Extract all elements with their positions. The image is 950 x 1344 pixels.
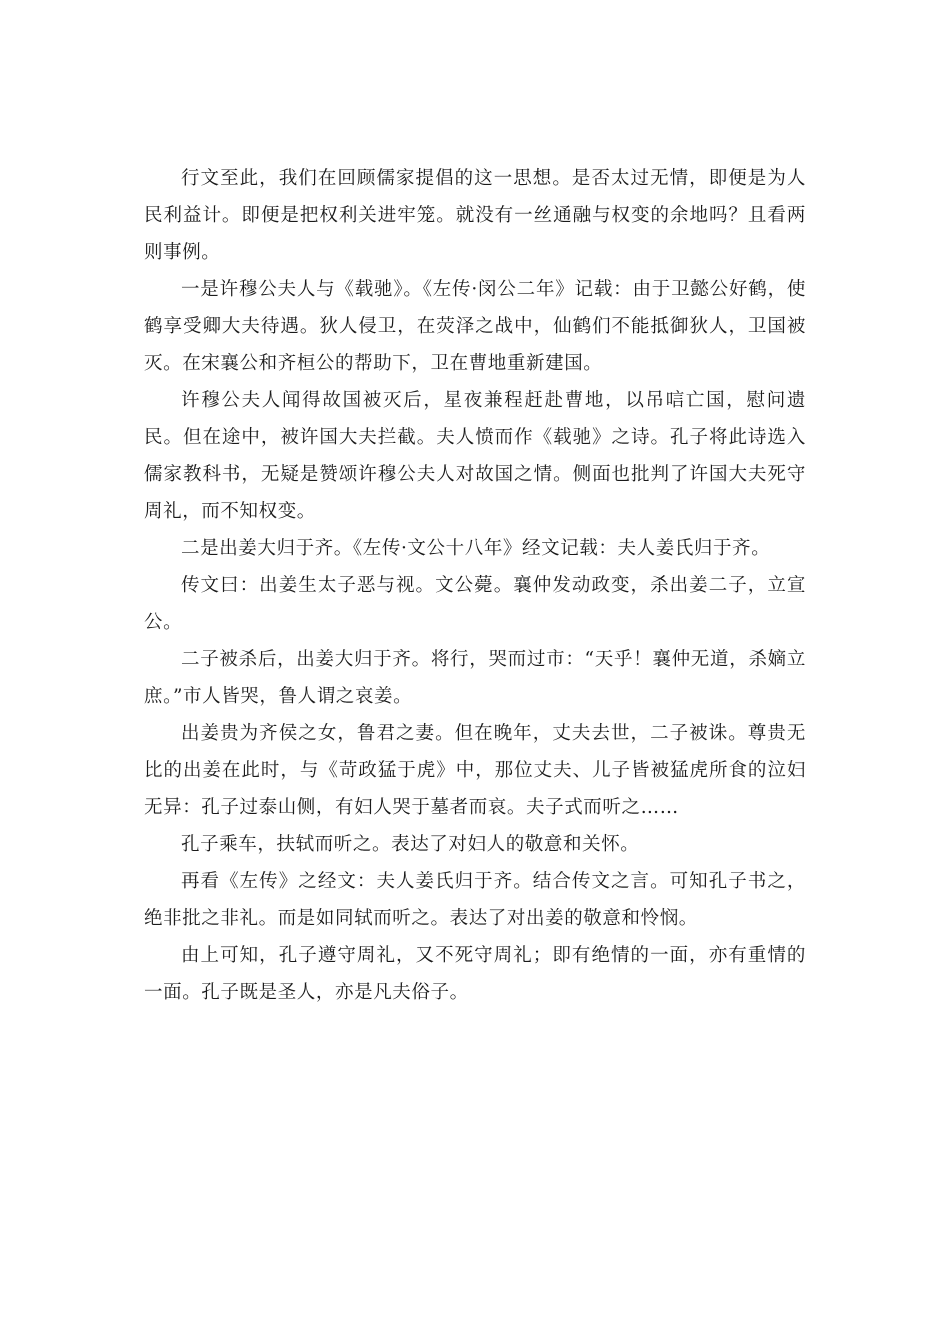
paragraph: 一是许穆公夫人与《载驰》。《左传·闵公二年》记载：由于卫懿公好鹤，使鹤享受卿大夫待遇。狄人侵卫，在荧泽之战中，仙鹤们不能抵御狄人，卫国被灭。在宋襄公和齐桓公的帮助下，卫在曹地重新建国。 xyxy=(144,279,806,374)
document-body xyxy=(144,160,806,1011)
paragraph: 传文曰：出姜生太子恶与视。文公薨。襄仲发动政变，杀出姜二子，立宣公。 xyxy=(144,575,806,633)
paragraph: 再看《左传》之经文：夫人姜氏归于齐。结合传文之言。可知孔子书之，绝非批之非礼。而是如同轼而听之。表达了对出姜的敬意和怜悯。 xyxy=(144,871,806,929)
paragraph: 行文至此，我们在回顾儒家提倡的这一思想。是否太过无情，即便是为人民利益计。即便是把权利关进牢笼。就没有一丝通融与权变的余地吗？且看两则事例。 xyxy=(144,168,806,263)
paragraph: 许穆公夫人闻得故国被灭后，星夜兼程赶赴曹地，以吊唁亡国，慰问遗民。但在途中，被许国大夫拦截。夫人愤而作《载驰》之诗。孔子将此诗选入儒家教科书，无疑是赞颂许穆公夫人对故国之情。侧面也批判了许国大夫死守周礼，而不知权变。 xyxy=(144,390,806,522)
paragraph: 出姜贵为齐侯之女，鲁君之妻。但在晚年，丈夫去世，二子被诛。尊贵无比的出姜在此时，与《苛政猛于虎》中，那位丈夫、儿子皆被猛虎所食的泣妇无异：孔子过泰山侧，有妇人哭于墓者而哀。夫子式而听之…… xyxy=(144,723,806,818)
paragraph: 二是出姜大归于齐。《左传·文公十八年》经文记载：夫人姜氏归于齐。 xyxy=(181,538,771,559)
paragraph: 孔子乘车，扶轼而听之。表达了对妇人的敬意和关怀。 xyxy=(181,834,640,855)
paragraph: 二子被杀后，出姜大归于齐。将行，哭而过市：“天乎！襄仲无道，杀嫡立庶。”市人皆哭，鲁人谓之哀姜。 xyxy=(144,649,806,707)
paragraph: 由上可知，孔子遵守周礼，又不死守周礼；即有绝情的一面，亦有重情的一面。孔子既是圣人，亦是凡夫俗子。 xyxy=(144,945,806,1003)
